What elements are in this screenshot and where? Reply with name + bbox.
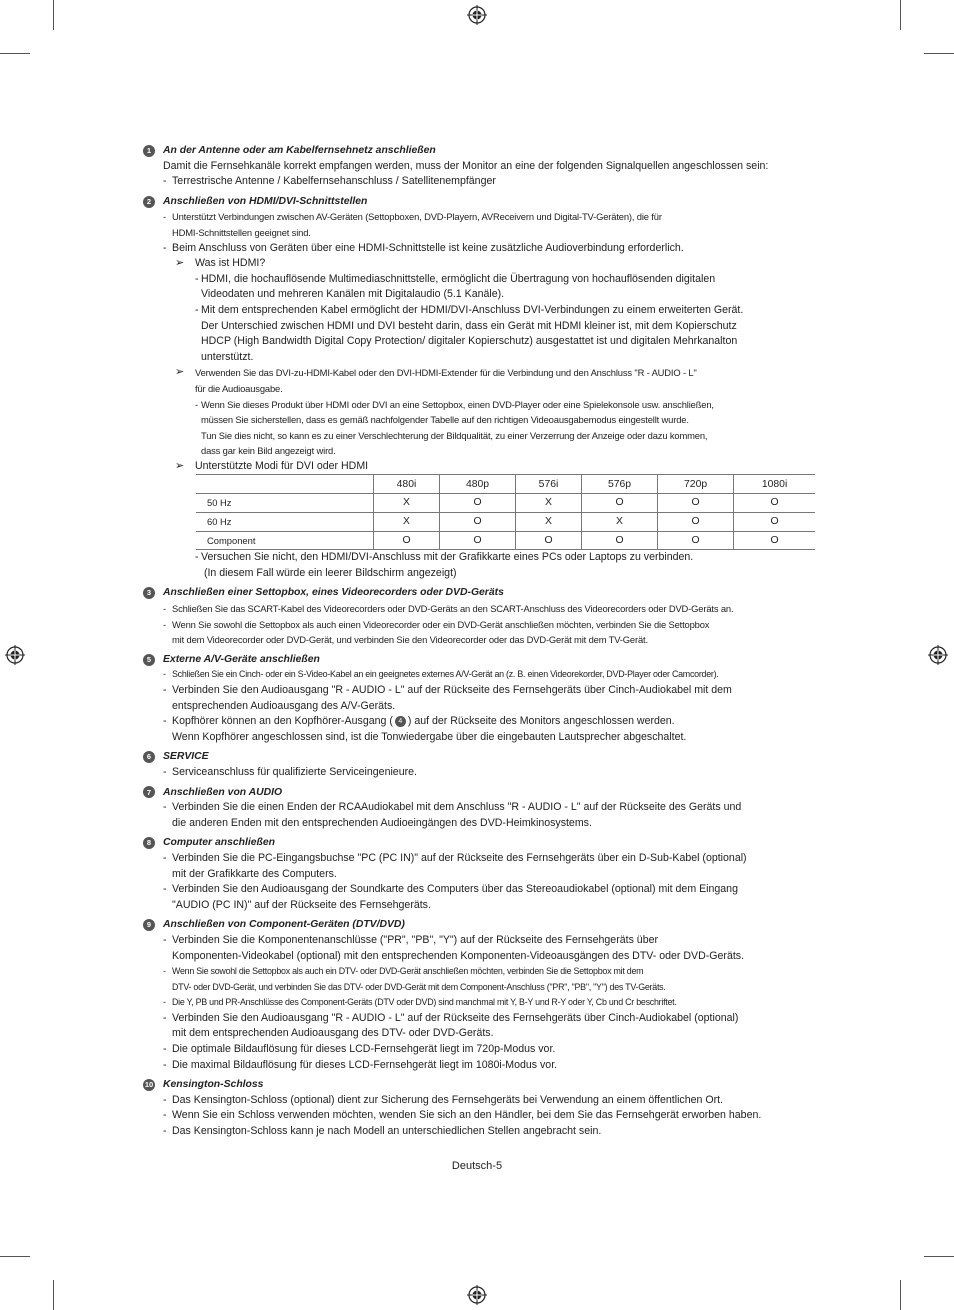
section-heading: [143, 585, 823, 601]
sub-item-text: Der Unterschied zwischen HDMI und DVI besteht darin, dass ein Gerät mit HDMI kleiner ist, mit dem Kopierschutz: [201, 319, 737, 332]
list-item-text: Verbinden Sie den Audioausgang "R - AUDIO - L" auf der Rückseite des Fernsehgeräts über Cinch-Audiokabel (optional): [172, 1011, 739, 1024]
table-row: [196, 513, 815, 532]
list-item-text: Unterstützt Verbindungen zwischen AV-Geräten (Settopboxen, DVD-Playern, AVReceivern und Digital-TV-Geräten), die für: [172, 211, 662, 223]
section-title: Anschließen von Component-Geräten (DTV/DVD): [163, 919, 405, 931]
table-cell: O: [734, 513, 815, 532]
table-cell: O: [439, 513, 515, 532]
section-service: [143, 749, 823, 780]
table-cell: O: [581, 531, 657, 550]
section-number-badge: 9: [143, 919, 155, 931]
sub-item-text: HDMI, die hochauflösende Multimediaschnittstelle, ermöglicht die Übertragung von hochauflösenden digitalen: [201, 272, 716, 285]
list-item-text: Kopfhörer können an den Kopfhörer-Ausgang (: [172, 715, 393, 728]
list-item-text: ) auf der Rückseite des Monitors angeschlossen werden.: [407, 715, 675, 728]
section-number-badge: 8: [143, 837, 155, 849]
table-cell: Component: [196, 531, 374, 550]
list-item: - Unterstützt Verbindungen zwischen AV-Geräten (Settopboxen, DVD-Playern, AVReceivern und Digital-TV-Geräten), die für HDMI-Schnittstellen geeignet sind.: [163, 211, 662, 238]
crop-mark: [900, 1280, 901, 1310]
list-item-text: Komponenten-Videokabel (optional) mit den entsprechenden Komponenten-Videoausgängen des DTV- oder DVD-Geräts.: [172, 949, 745, 962]
list-item: - Verbinden Sie den Audioausgang "R - AUDIO - L" auf der Rückseite des Fernsehgeräts über Cinch-Audiokabel (optional) mit dem entsprechenden Audioausgang des DTV- oder DVD-Geräts.: [163, 1011, 739, 1040]
list-item: - Die Y, PB und PR-Anschlüsse des Component-Geräts (DTV oder DVD) sind manchmal mit Y, B-Y und R-Y oder Y, Cb und Cr beschriftet.: [163, 995, 823, 1011]
list-item: - Die maximal Bildauflösung für dieses LCD-Fernsehgerät liegt im 1080i-Modus vor.: [163, 1058, 823, 1074]
section-heading: [143, 143, 823, 159]
section-title: SERVICE: [163, 751, 209, 763]
section-component: [143, 917, 823, 1073]
list-item: - Terrestrische Antenne / Kabelfernsehanschluss / Satellitenempfänger: [163, 174, 823, 190]
section-external-av: [143, 652, 823, 746]
sub-item-text: dass gar kein Bild angezeigt wird.: [201, 445, 336, 457]
list-item-text: Wenn Sie ein Schloss verwenden möchten, wenden Sie sich an den Händler, bei dem Sie das Fernsehgerät erworben haben.: [172, 1109, 762, 1122]
section-title: Computer anschließen: [163, 837, 276, 849]
list-item-text: Wenn Sie sowohl die Settopbox als auch einen Videorecorder oder ein DVD-Gerät anschließen möchten, verbinden Sie die Settopbox: [172, 618, 710, 630]
page-content: [143, 143, 823, 1144]
list-item-text: Schließen Sie das SCART-Kabel des Videorecorders oder DVD-Geräts an den SCART-Anschluss des Videorecorders oder DVD-Geräts an.: [172, 603, 734, 615]
table-cell: 60 Hz: [196, 513, 374, 532]
table-cell: O: [516, 531, 582, 550]
list-item-text: Beim Anschluss von Geräten über eine HDMI-Schnittstelle ist keine zusätzliche Audioverbindung erforderlich.: [172, 241, 684, 254]
table-cell: O: [439, 531, 515, 550]
list-item-text: Die optimale Bildauflösung für dieses LCD-Fernsehgerät liegt im 720p-Modus vor.: [172, 1043, 556, 1056]
table-header-cell: [196, 475, 374, 494]
list-item-text: mit dem Videorecorder oder DVD-Gerät, und verbinden Sie den Videorecorder oder das DVD-Gerät mit dem TV-Gerät.: [172, 634, 648, 646]
section-heading: [143, 652, 823, 668]
sub-item-text: Versuchen Sie nicht, den HDMI/DVI-Anschluss mit der Grafikkarte eines PCs oder Laptops zu verbinden.: [201, 551, 694, 564]
list-item: - Die optimale Bildauflösung für dieses LCD-Fernsehgerät liegt im 720p-Modus vor.: [163, 1042, 823, 1058]
section-number-badge: 2: [143, 196, 155, 208]
list-item: - Verbinden Sie die einen Enden der RCAAudiokabel mit dem Anschluss "R - AUDIO - L" auf der Rückseite des Geräts und die anderen Enden mit den entsprechenden Audioeingängen des DVD-Heimkinosystems.: [163, 801, 742, 829]
table-header-cell: 480i: [374, 475, 440, 494]
list-item-text: Terrestrische Antenne / Kabelfernsehanschluss / Satellitenempfänger: [172, 175, 496, 188]
sub-item-text: HDCP (High Bandwidth Digital Copy Protection/ digitaler Kopierschutz) ausgestattet ist und digitalen Mehrkanalton: [201, 335, 738, 348]
list-item-text: Das Kensington-Schloss kann je nach Modell an unterschiedlichen Stellen angebracht sein.: [172, 1125, 602, 1138]
table-cell: O: [374, 531, 440, 550]
table-cell: X: [516, 513, 582, 532]
section-hdmi: [143, 194, 823, 582]
registration-mark-icon: [467, 1285, 487, 1305]
list-item: - Wenn Sie sowohl die Settopbox als auch ein DTV- oder DVD-Gerät anschließen möchten, verbinden Sie die Settopbox mit dem DTV- oder DVD-Gerät, und verbinden Sie das DTV- oder DVD-Gerät mit dem Component-Anschluss ("PR", "PB", "Y") des TV-Geräts.: [163, 966, 666, 992]
section-antenna: [143, 143, 823, 190]
note-text: für die Audioausgabe.: [195, 382, 283, 394]
crop-mark: [53, 0, 54, 30]
note: [163, 256, 823, 272]
table-header-cell: 1080i: [734, 475, 815, 494]
table-cell: O: [658, 531, 734, 550]
list-item-text: DTV- oder DVD-Gerät, und verbinden Sie das DTV- oder DVD-Gerät mit dem Component-Anschluss ("PR", "PB", "Y") des TV-Geräts.: [172, 981, 666, 992]
note-arrow-icon: ➢: [175, 257, 185, 270]
paragraph: Damit die Fernsehkanäle korrekt empfangen werden, muss der Monitor an eine der folgenden Signalquellen angeschlossen sein:: [163, 159, 769, 172]
sub-item-text: (In diesem Fall würde ein leerer Bildschirm angezeigt): [203, 566, 457, 579]
sub-item: - Wenn Sie dieses Produkt über HDMI oder DVI an eine Settopbox, einen DVD-Player oder eine Spielekonsole usw. anschließen, müssen Sie sicherstellen, dass es gemäß nachfolgender Tabelle auf den richtigen Videoausgabemodus eingestellt wurde. Tun Sie dies nicht, so kann es zu einer Verschlechterung der Bildqualität, zu einer Verzerrung der Anzeige oder dazu kommen, dass gar kein Bild angezeigt wird.: [195, 398, 714, 457]
list-item-text: Verbinden Sie die einen Enden der RCAAudiokabel mit dem Anschluss "R - AUDIO - L" auf der Rückseite des Geräts und: [172, 801, 742, 814]
sub-item-text: müssen Sie sicherstellen, dass es gemäß nachfolgender Tabelle auf den richtigen Videoausgabemodus eingestellt wurde.: [201, 414, 689, 426]
table-cell: 50 Hz: [196, 494, 374, 513]
list-item-text: HDMI-Schnittstellen geeignet sind.: [172, 226, 311, 238]
note: [163, 365, 823, 396]
table-cell: O: [439, 494, 515, 513]
table-cell: X: [516, 494, 582, 513]
section-heading: [143, 194, 823, 210]
table-header-row: [196, 475, 815, 494]
list-item-text: entsprechenden Audioausgang des A/V-Geräts.: [172, 699, 396, 712]
list-item: - Das Kensington-Schloss (optional) dient zur Sicherung des Fernsehgeräts bei Verwendung an einem öffentlichen Ort.: [163, 1093, 823, 1109]
section-heading: [143, 785, 823, 801]
section-title: Externe A/V-Geräte anschließen: [163, 653, 320, 665]
sub-item: - HDMI, die hochauflösende Multimediaschnittstelle, ermöglicht die Übertragung von hochauflösenden digitalen Videodaten und mehreren Kanälen mit Digitalaudio (5.1 Kanäle).: [195, 272, 716, 301]
registration-mark-icon: [467, 5, 487, 25]
section-kensington: [143, 1077, 823, 1139]
sub-item-text: Wenn Sie dieses Produkt über HDMI oder DVI an eine Settopbox, einen DVD-Player oder eine Spielekonsole usw. anschließen,: [201, 398, 714, 410]
crop-mark: [0, 53, 30, 54]
list-item-text: Verbinden Sie den Audioausgang der Soundkarte des Computers über das Stereoaudiokabel (optional) mit dem Eingang: [172, 883, 738, 896]
list-item: - Verbinden Sie den Audioausgang "R - AUDIO - L" auf der Rückseite des Fernsehgeräts über Cinch-Audiokabel mit dem entsprechenden Audioausgang des A/V-Geräts.: [163, 684, 732, 712]
table-row: [196, 494, 815, 513]
note-text: Was ist HDMI?: [195, 257, 266, 270]
crop-mark: [924, 53, 954, 54]
list-item-text: Serviceanschluss für qualifizierte Serviceingenieure.: [172, 765, 417, 778]
list-item: - Wenn Sie ein Schloss verwenden möchten, wenden Sie sich an den Händler, bei dem Sie das Fernsehgerät erworben haben.: [163, 1108, 823, 1124]
list-item-text: Verbinden Sie die PC-Eingangsbuchse "PC (PC IN)" auf der Rückseite des Fernsehgeräts über ein D-Sub-Kabel (optional): [172, 851, 747, 864]
sub-item: - Versuchen Sie nicht, den HDMI/DVI-Anschluss mit der Grafikkarte eines PCs oder Laptops zu verbinden. (In diesem Fall würde ein leerer Bildschirm angezeigt): [195, 551, 694, 579]
list-item-text: Verbinden Sie die Komponentenanschlüsse ("PR", "PB", "Y") auf der Rückseite des Fernsehgeräts über: [172, 933, 659, 946]
list-item: - Verbinden Sie den Audioausgang der Soundkarte des Computers über das Stereoaudiokabel (optional) mit dem Eingang "AUDIO (PC IN)" auf der Rückseite des Fernsehgeräts.: [163, 883, 738, 911]
section-computer: [143, 835, 823, 913]
table-cell: O: [734, 494, 815, 513]
list-item-text: Verbinden Sie den Audioausgang "R - AUDIO - L" auf der Rückseite des Fernsehgeräts über Cinch-Audiokabel mit dem: [172, 684, 732, 696]
section-title: Anschließen von AUDIO: [163, 786, 283, 798]
sub-item-text: Mit dem entsprechenden Kabel ermöglicht der HDMI/DVI-Anschluss DVI-Verbindungen zu einem erweiterten Gerät.: [201, 303, 744, 316]
section-heading: [143, 917, 823, 933]
list-item: - Verbinden Sie die Komponentenanschlüsse ("PR", "PB", "Y") auf der Rückseite des Fernsehgeräts über Komponenten-Videokabel (optional) mit den entsprechenden Komponenten-Videoausgängen des DTV- oder DVD-Geräts.: [163, 933, 745, 962]
section-settopbox: [143, 585, 823, 647]
table-header-cell: 576p: [581, 475, 657, 494]
page-number: Deutsch-5: [451, 1160, 503, 1172]
crop-mark: [53, 1280, 54, 1310]
section-number-badge: 5: [143, 654, 155, 666]
list-item-text: Das Kensington-Schloss (optional) dient zur Sicherung des Fernsehgeräts bei Verwendung an einem öffentlichen Ort.: [172, 1093, 723, 1106]
section-heading: [143, 749, 823, 765]
section-number-badge: 1: [143, 145, 155, 157]
crop-mark: [900, 0, 901, 30]
section-number-badge: 7: [143, 786, 155, 798]
section-heading: [143, 1077, 823, 1093]
list-item: - Wenn Sie sowohl die Settopbox als auch einen Videorecorder oder ein DVD-Gerät anschließen möchten, verbinden Sie die Settopbox mit dem Videorecorder oder DVD-Gerät, und verbinden Sie den Videorecorder oder das DVD-Gerät mit dem TV-Gerät.: [163, 618, 710, 646]
list-item: - Schließen Sie ein Cinch- oder ein S-Video-Kabel an ein geeignetes externes A/V-Gerät an (z. B. einen Videorekorder, DVD-Player oder Camcorder).: [163, 667, 823, 683]
section-title: Anschließen einer Settopbox, eines Videorecorders oder DVD-Geräts: [163, 587, 504, 599]
list-item-text: "AUDIO (PC IN)" auf der Rückseite des Fernsehgeräts.: [172, 898, 431, 911]
list-item-text: mit dem entsprechenden Audioausgang des DTV- oder DVD-Geräts.: [172, 1027, 494, 1040]
table-cell: X: [581, 513, 657, 532]
table-header-cell: 720p: [658, 475, 734, 494]
table-cell: O: [581, 494, 657, 513]
table-cell: O: [734, 531, 815, 550]
section-title: An der Antenne oder am Kabelfernsehnetz anschließen: [163, 145, 436, 156]
sub-item-text: unterstützt.: [201, 350, 254, 363]
list-item-text: Die maximal Bildauflösung für dieses LCD-Fernsehgerät liegt im 1080i-Modus vor.: [172, 1058, 558, 1071]
list-item: - Kopfhörer können an den Kopfhörer-Ausgang ( 4 ) auf der Rückseite des Monitors angeschlossen werden. Wenn Kopfhörer angeschlossen sind, ist die Tonwiedergabe über die eingebauten Lautsprecher abgeschaltet.: [163, 715, 687, 743]
list-item-text: Wenn Kopfhörer angeschlossen sind, ist die Tonwiedergabe über die eingebauten Lautsprecher abgeschaltet.: [172, 730, 687, 743]
list-item-text: Die Y, PB und PR-Anschlüsse des Component-Geräts (DTV oder DVD) sind manchmal mit Y, B-Y und R-Y oder Y, Cb und Cr beschriftet.: [172, 997, 677, 1008]
sub-item-text: Tun Sie dies nicht, so kann es zu einer Verschlechterung der Bildqualität, zu einer Verzerrung der Anzeige oder dazu kommen,: [201, 429, 708, 441]
list-item-text: Schließen Sie ein Cinch- oder ein S-Video-Kabel an ein geeignetes externes A/V-Gerät an (z. B. einen Videorekorder, DVD-Player oder Camcorder).: [172, 669, 719, 680]
list-item-text: die anderen Enden mit den entsprechenden Audioeingängen des DVD-Heimkinosystems.: [172, 816, 592, 829]
table-row: [196, 531, 815, 550]
list-item: - Serviceanschluss für qualifizierte Serviceingenieure.: [163, 765, 823, 781]
note-arrow-icon: ➢: [175, 459, 185, 472]
section-title: Anschließen von HDMI/DVI-Schnittstellen: [163, 195, 368, 207]
registration-mark-icon: [5, 645, 25, 665]
supported-modes-table: [196, 474, 815, 550]
table-cell: X: [374, 513, 440, 532]
note-arrow-icon: ➢: [175, 366, 185, 379]
list-item: - Beim Anschluss von Geräten über eine HDMI-Schnittstelle ist keine zusätzliche Audioverbindung erforderlich.: [163, 241, 823, 257]
section-title: Kensington-Schloss: [163, 1079, 264, 1091]
crop-mark: [924, 1256, 954, 1257]
registration-mark-icon: [928, 645, 948, 665]
section-number-badge: 10: [144, 1080, 154, 1090]
note-text: Unterstützte Modi für DVI oder HDMI: [195, 459, 369, 472]
sub-item-text: Videodaten und mehreren Kanälen mit Digitalaudio (5.1 Kanäle).: [201, 288, 505, 301]
note-text: Verwenden Sie das DVI-zu-HDMI-Kabel oder den DVI-HDMI-Extender für die Verbindung und den Anschluss "R - AUDIO - L": [195, 367, 697, 379]
list-item: - Schließen Sie das SCART-Kabel des Videorecorders oder DVD-Geräts an den SCART-Anschluss des Videorecorders oder DVD-Geräts an.: [163, 601, 823, 617]
table-header-cell: 576i: [516, 475, 582, 494]
table-cell: O: [658, 494, 734, 513]
port-number-badge: 4: [395, 716, 406, 727]
section-heading: [143, 835, 823, 851]
list-item-text: Wenn Sie sowohl die Settopbox als auch ein DTV- oder DVD-Gerät anschließen möchten, verbinden Sie die Settopbox mit dem: [172, 966, 644, 977]
crop-mark: [0, 1256, 30, 1257]
list-item-text: mit der Grafikkarte des Computers.: [172, 867, 337, 880]
section-number-badge: 3: [143, 587, 155, 599]
table-cell: O: [658, 513, 734, 532]
note: [163, 459, 823, 475]
sub-item: - Mit dem entsprechenden Kabel ermöglicht der HDMI/DVI-Anschluss DVI-Verbindungen zu einem erweiterten Gerät. Der Unterschied zwischen HDMI und DVI besteht darin, dass ein Gerät mit HDMI kleiner ist, mit dem Kopierschutz HDCP (High Bandwidth Digital Copy Protection/ digitaler Kopierschutz) ausgestattet ist und digitalen Mehrkanalton unterstützt.: [195, 303, 744, 363]
section-number-badge: 6: [143, 751, 155, 763]
section-audio: [143, 785, 823, 832]
list-item: - Verbinden Sie die PC-Eingangsbuchse "PC (PC IN)" auf der Rückseite des Fernsehgeräts über ein D-Sub-Kabel (optional) mit der Grafikkarte des Computers.: [163, 851, 747, 880]
list-item: - Das Kensington-Schloss kann je nach Modell an unterschiedlichen Stellen angebracht sein.: [163, 1124, 823, 1140]
table-header-cell: 480p: [439, 475, 515, 494]
table-cell: X: [374, 494, 440, 513]
